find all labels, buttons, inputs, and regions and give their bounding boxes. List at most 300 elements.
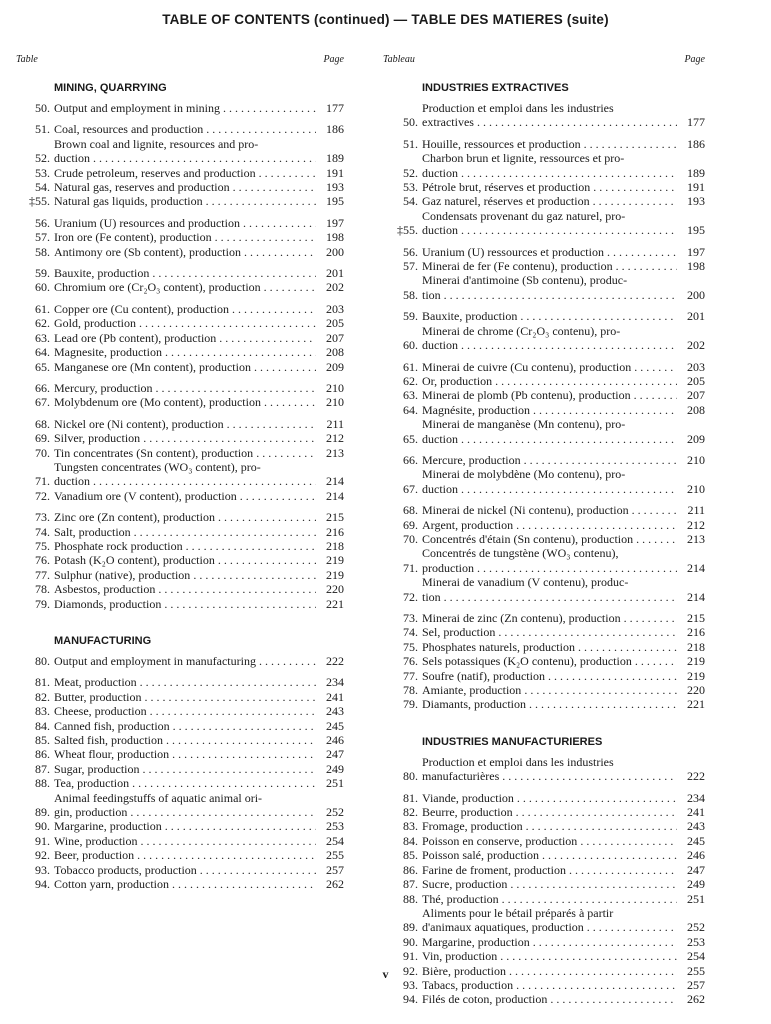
toc-entry xyxy=(383,194,705,208)
entry-title-line: Sugar, production xyxy=(54,761,140,776)
page-number: 243 xyxy=(687,819,705,834)
section-industries-extractives xyxy=(383,80,705,712)
entry-title-line: gin, production xyxy=(54,805,128,820)
entry-title-line: Tabacs, production xyxy=(422,977,514,992)
entry-title-line: Silver, production xyxy=(54,431,141,446)
entry-title xyxy=(54,360,316,374)
french-column xyxy=(383,54,705,1007)
entry-title xyxy=(54,194,316,208)
table-number: 89. xyxy=(35,805,50,820)
entry-title xyxy=(422,805,677,819)
toc-entry xyxy=(16,166,344,180)
entry-title xyxy=(422,906,677,935)
table-number: 66. xyxy=(35,380,50,395)
page-number: 193 xyxy=(326,180,344,195)
entry-title-line: duction xyxy=(422,431,458,446)
entry-title-line: Minerai de nickel (Ni contenu), production xyxy=(422,503,629,518)
table-number: 86. xyxy=(403,862,418,877)
table-number: 62. xyxy=(403,373,418,388)
entry-title-line: Margarine, production xyxy=(54,819,162,834)
entry-title xyxy=(422,309,677,323)
entry-title-line: Filés de coton, production xyxy=(422,992,548,1007)
entry-title-line: Brown coal and lignite, resources and pro- xyxy=(54,136,259,151)
toc-entry xyxy=(383,518,705,532)
page-number: 210 xyxy=(326,395,344,410)
entry-title-line: Poisson en conserve, production xyxy=(422,833,578,848)
toc-entry xyxy=(383,640,705,654)
table-number: 76. xyxy=(35,553,50,568)
toc-entry xyxy=(383,935,705,949)
entry-title xyxy=(422,669,677,683)
toc-entry xyxy=(383,467,705,496)
toc-entry xyxy=(16,316,344,330)
entry-title xyxy=(54,863,316,877)
entry-title-line: Or, production xyxy=(422,373,493,388)
page-number: 219 xyxy=(687,654,705,669)
entry-title xyxy=(422,640,677,654)
entry-title xyxy=(422,791,677,805)
toc-entry xyxy=(16,863,344,877)
entry-title xyxy=(54,230,316,244)
table-number: 60. xyxy=(35,280,50,295)
entry-title xyxy=(54,848,316,862)
table-number: 78. xyxy=(403,683,418,698)
entry-title-line: Fromage, production xyxy=(422,819,523,834)
entry-title-line: Mercury, production xyxy=(54,380,153,395)
page-number: 243 xyxy=(326,704,344,719)
table-number: 72. xyxy=(35,488,50,503)
table-number: 66. xyxy=(403,452,418,467)
entry-title xyxy=(54,819,316,833)
entry-title-line: Tin concentrates (Sn content), production xyxy=(54,445,254,460)
entry-title xyxy=(422,388,677,402)
entry-title xyxy=(54,877,316,891)
page-number: 203 xyxy=(687,359,705,374)
page-number: 215 xyxy=(687,611,705,625)
entry-title-line: Condensats provenant du gaz naturel, pro- xyxy=(422,208,626,223)
page-number: 214 xyxy=(687,589,705,604)
page-number: 198 xyxy=(687,259,705,274)
page-number: 214 xyxy=(326,488,344,503)
page-number: 207 xyxy=(687,388,705,403)
entry-title-line: Vanadium ore (V content), production xyxy=(54,488,237,503)
toc-entry xyxy=(16,877,344,891)
page-number: 252 xyxy=(687,920,705,935)
page-number: 208 xyxy=(326,345,344,360)
entry-title-line: Thé, production xyxy=(422,891,499,906)
table-number: 71. xyxy=(403,560,418,575)
entry-title-line: Output and employment in manufacturing xyxy=(54,654,256,668)
entry-title-line: Magnesite, production xyxy=(54,345,162,360)
toc-entry xyxy=(383,697,705,711)
toc-entry xyxy=(16,582,344,596)
page-number: 254 xyxy=(687,949,705,964)
toc-entry xyxy=(383,848,705,862)
entry-title xyxy=(422,518,677,532)
entry-title xyxy=(54,553,316,567)
entry-title-line: Iron ore (Fe content), production xyxy=(54,230,212,245)
page-number: 241 xyxy=(326,689,344,704)
page-number: 207 xyxy=(326,330,344,345)
page-number: 191 xyxy=(687,180,705,195)
table-number: 83. xyxy=(403,819,418,834)
entry-title-line: Minerai d'antimoine (Sb contenu), produc- xyxy=(422,273,628,288)
column-header xyxy=(16,54,344,68)
page-number: 247 xyxy=(687,862,705,877)
table-number: 60. xyxy=(403,338,418,353)
toc-entry xyxy=(16,525,344,539)
page-column-label: Page xyxy=(323,54,344,65)
toc-entry xyxy=(383,209,705,238)
entry-title-line: Minerai de fer (Fe contenu), production xyxy=(422,259,613,274)
entry-title xyxy=(54,690,316,704)
entry-title-line: Chromium ore (Cr₂O₃ content), production xyxy=(54,280,261,295)
entry-title-line: extractives xyxy=(422,115,474,130)
toc-entry xyxy=(383,906,705,935)
toc-entry xyxy=(383,273,705,302)
section-title: MANUFACTURING xyxy=(54,635,152,647)
page-number: 222 xyxy=(326,654,344,668)
entry-title-line: Minerai de chrome (Cr₂O₃ contenu), pro- xyxy=(422,323,621,338)
page-number: 197 xyxy=(326,215,344,230)
table-number: 54. xyxy=(403,194,418,209)
entry-title xyxy=(54,137,316,166)
page-number: 221 xyxy=(687,697,705,712)
entry-title-line: Phosphate rock production xyxy=(54,538,183,553)
entry-title xyxy=(54,654,316,668)
entry-title xyxy=(54,791,316,820)
toc-entry xyxy=(16,194,344,208)
entry-title-line: Lead ore (Pb content), production xyxy=(54,330,217,345)
entry-title-line: Minerai de plomb (Pb contenu), production xyxy=(422,388,631,403)
page-number: 241 xyxy=(687,805,705,820)
table-number: 88. xyxy=(403,891,418,906)
table-number: 65. xyxy=(35,359,50,374)
toc-entry xyxy=(383,791,705,805)
page-number: 220 xyxy=(326,582,344,597)
entry-title xyxy=(54,280,316,294)
table-number: 94. xyxy=(403,992,418,1007)
table-number: 87. xyxy=(403,877,418,892)
page-number: 209 xyxy=(326,359,344,374)
entry-title xyxy=(54,316,316,330)
table-number: 56. xyxy=(35,215,50,230)
table-number: 57. xyxy=(35,230,50,245)
toc-entry xyxy=(16,446,344,460)
table-number: 58. xyxy=(35,244,50,259)
toc-entry xyxy=(383,575,705,604)
page-number: 255 xyxy=(326,848,344,863)
table-number: 52. xyxy=(35,151,50,166)
table-number: 83. xyxy=(35,704,50,719)
entry-title-line: Argent, production xyxy=(422,517,514,532)
entry-title-line: Pétrole brut, réserves et production xyxy=(422,180,591,195)
entry-title xyxy=(422,151,677,180)
toc-entry xyxy=(16,675,344,689)
entry-title xyxy=(54,733,316,747)
toc-entry xyxy=(16,719,344,733)
entry-title-line: Phosphates naturels, production xyxy=(422,639,575,654)
table-number: 73. xyxy=(403,611,418,625)
entry-title-line: Sels potassiques (K₂O contenu), production xyxy=(422,654,632,669)
page-number: 220 xyxy=(687,683,705,698)
toc-entry xyxy=(16,834,344,848)
entry-title xyxy=(54,675,316,689)
table-number: 90. xyxy=(35,819,50,834)
toc-entry xyxy=(16,180,344,194)
table-number: 58. xyxy=(403,287,418,302)
toc-entry xyxy=(383,403,705,417)
page-number: 246 xyxy=(326,733,344,748)
entry-title xyxy=(54,180,316,194)
entry-title xyxy=(54,166,316,180)
entry-title xyxy=(422,654,677,668)
entry-title-line: tion xyxy=(422,589,441,604)
table-number: 73. xyxy=(35,510,50,525)
page-number: 218 xyxy=(687,639,705,654)
page-title: TABLE OF CONTENTS (continued) — TABLE DES MATIERES (suite) xyxy=(162,12,609,27)
entry-title xyxy=(422,503,677,517)
entry-title xyxy=(54,568,316,582)
toc-entry xyxy=(16,417,344,431)
entry-title-line: Salt, production xyxy=(54,524,131,539)
column-header xyxy=(383,54,705,68)
page-number: 210 xyxy=(687,481,705,496)
table-number: 50. xyxy=(403,115,418,130)
table-number: 84. xyxy=(403,833,418,848)
toc-entry xyxy=(16,122,344,136)
entry-title-line: Asbestos, production xyxy=(54,582,156,597)
table-number: 69. xyxy=(403,517,418,532)
table-number: 61. xyxy=(403,359,418,374)
toc-entry xyxy=(16,381,344,395)
table-column-label: Tableau xyxy=(383,54,415,65)
page-number: 254 xyxy=(326,833,344,848)
toc-entry xyxy=(383,324,705,353)
entry-title-line: duction xyxy=(422,223,458,238)
entry-title xyxy=(54,266,316,280)
toc-entry xyxy=(383,611,705,625)
entry-title-line: Copper ore (Cu content), production xyxy=(54,301,229,316)
toc-entry xyxy=(16,553,344,567)
page-number: 205 xyxy=(326,316,344,331)
table-number: 67. xyxy=(35,395,50,410)
entry-title-line: Butter, production xyxy=(54,689,142,704)
entry-title-line: Natural gas, reserves and production xyxy=(54,180,230,195)
toc-entry xyxy=(16,776,344,790)
page-number: 202 xyxy=(326,280,344,295)
page-number: 249 xyxy=(326,761,344,776)
entry-title-line: Production et emploi dans les industries xyxy=(422,101,614,115)
entry-title-line: Wheat flour, production xyxy=(54,747,170,762)
toc-entry xyxy=(383,180,705,194)
table-number: 65. xyxy=(403,431,418,446)
entry-title xyxy=(54,719,316,733)
page-number: 203 xyxy=(326,301,344,316)
toc-entry xyxy=(383,683,705,697)
toc-entry xyxy=(383,669,705,683)
entry-title xyxy=(422,697,677,711)
toc-entry xyxy=(16,360,344,374)
table-number: 61. xyxy=(35,301,50,316)
entry-title xyxy=(54,776,316,790)
table-number: 79. xyxy=(35,596,50,611)
toc-entry xyxy=(383,532,705,546)
table-number: 62. xyxy=(35,316,50,331)
page-number: 249 xyxy=(687,877,705,892)
entry-title xyxy=(54,834,316,848)
page-number: 213 xyxy=(687,531,705,546)
toc-entry xyxy=(383,360,705,374)
section-industries-manufacturieres xyxy=(383,734,705,1007)
page-column-label: Page xyxy=(684,54,705,65)
entry-title-line: Antimony ore (Sb content), production xyxy=(54,244,241,259)
entry-title xyxy=(54,704,316,718)
entry-title-line: Meat, production xyxy=(54,675,137,690)
entry-title xyxy=(54,489,316,503)
entry-title-line: Tea, production xyxy=(54,776,130,791)
table-number: 52. xyxy=(403,165,418,180)
entry-title-line: Coal, resources and production xyxy=(54,122,204,137)
toc-entry xyxy=(16,395,344,409)
toc-entry xyxy=(16,245,344,259)
entry-title-line: Viande, production xyxy=(422,790,514,805)
entry-title-line: Concentrés d'étain (Sn contenu), production xyxy=(422,531,634,546)
table-number: 70. xyxy=(35,445,50,460)
page-number: 210 xyxy=(687,452,705,467)
entry-title xyxy=(422,101,677,130)
page-number: 201 xyxy=(687,309,705,324)
section-manufacturing xyxy=(16,633,344,892)
entry-title xyxy=(54,510,316,524)
entry-title-line: Wine, production xyxy=(54,833,138,848)
page-number: 251 xyxy=(687,891,705,906)
toc-entry xyxy=(383,309,705,323)
page-number: 200 xyxy=(687,287,705,302)
toc-entry xyxy=(383,755,705,784)
entry-title-line: Molybdenum ore (Mo content), production xyxy=(54,395,261,410)
entry-title xyxy=(54,395,316,409)
toc-entry xyxy=(16,819,344,833)
entry-title xyxy=(54,417,316,431)
page-number: 257 xyxy=(687,977,705,992)
entry-title-line: Sucre, production xyxy=(422,877,508,892)
entry-title-line: duction xyxy=(422,338,458,353)
entry-title-line: Cotton yarn, production xyxy=(54,877,169,892)
table-number: ‡55. xyxy=(29,194,50,209)
entry-title xyxy=(54,446,316,460)
entry-title-line: Natural gas liquids, production xyxy=(54,194,203,209)
page-number: 216 xyxy=(326,524,344,539)
page-number: 177 xyxy=(326,101,344,115)
table-number: 85. xyxy=(35,733,50,748)
page-number: 234 xyxy=(326,675,344,690)
table-number: 80. xyxy=(35,654,50,668)
table-number: 74. xyxy=(35,524,50,539)
toc-entry xyxy=(16,539,344,553)
entry-title-line: Crude petroleum, reserves and production xyxy=(54,165,256,180)
entry-title xyxy=(422,180,677,194)
table-number: 80. xyxy=(403,769,418,784)
table-number: 87. xyxy=(35,761,50,776)
toc-entry xyxy=(16,654,344,668)
entry-title-line: Nickel ore (Ni content), production xyxy=(54,416,224,431)
table-number: 69. xyxy=(35,431,50,446)
table-number: 84. xyxy=(35,718,50,733)
entry-title xyxy=(54,582,316,596)
table-number: 88. xyxy=(35,776,50,791)
table-number: 77. xyxy=(35,567,50,582)
entry-title xyxy=(54,216,316,230)
entry-title xyxy=(54,345,316,359)
entry-title xyxy=(54,331,316,345)
page-number: 211 xyxy=(326,416,344,431)
toc-entry xyxy=(16,791,344,820)
entry-title xyxy=(54,101,316,115)
entry-title xyxy=(422,453,677,467)
table-number: 67. xyxy=(403,481,418,496)
section-title: INDUSTRIES MANUFACTURIERES xyxy=(422,735,603,748)
toc-entry xyxy=(383,417,705,446)
entry-title-line: Cheese, production xyxy=(54,704,147,719)
page-number: 189 xyxy=(687,165,705,180)
entry-title-line: Bière, production xyxy=(422,963,506,978)
toc-entry xyxy=(383,834,705,848)
toc-entry xyxy=(383,453,705,467)
page-number: 216 xyxy=(687,625,705,640)
page-number: 221 xyxy=(326,596,344,611)
entry-title-line: Production et emploi dans les industries xyxy=(422,754,614,769)
entry-title-line: tion xyxy=(422,287,441,302)
table-number: 64. xyxy=(403,402,418,417)
table-number: 63. xyxy=(35,330,50,345)
table-number: 75. xyxy=(403,639,418,654)
page-number: 177 xyxy=(687,115,705,130)
entry-title xyxy=(422,209,677,238)
page-number: 246 xyxy=(687,848,705,863)
table-number: 86. xyxy=(35,747,50,762)
table-number: 59. xyxy=(35,266,50,281)
table-number: 82. xyxy=(403,805,418,820)
entry-title-line: Bauxite, production xyxy=(54,266,150,281)
toc-entry xyxy=(16,489,344,503)
page-number: 245 xyxy=(687,833,705,848)
toc-entry xyxy=(16,460,344,489)
page-number: 186 xyxy=(687,136,705,151)
page-number: 205 xyxy=(687,373,705,388)
toc-entry xyxy=(383,503,705,517)
entry-title-line: Tobacco products, production xyxy=(54,862,197,877)
entry-title-line: Poisson salé, production xyxy=(422,848,539,863)
entry-title xyxy=(422,374,677,388)
entry-title-line: Uranium (U) resources and production xyxy=(54,215,240,230)
page-number: 219 xyxy=(326,553,344,568)
entry-title-line: Minerai de cuivre (Cu contenu), production xyxy=(422,359,632,374)
entry-title xyxy=(422,877,677,891)
page-number: 193 xyxy=(687,194,705,209)
toc-entry xyxy=(383,546,705,575)
table-number: 93. xyxy=(35,862,50,877)
page-number: 195 xyxy=(687,223,705,238)
page-number: 245 xyxy=(326,718,344,733)
page-number: 210 xyxy=(326,380,344,395)
page-number: 247 xyxy=(326,747,344,762)
entry-title-line: Margarine, production xyxy=(422,934,530,949)
toc-entry xyxy=(16,431,344,445)
table-number: 50. xyxy=(35,101,50,115)
entry-title-line: Tungsten concentrates (WO₃ content), pro- xyxy=(54,459,261,474)
table-number: 68. xyxy=(403,503,418,518)
